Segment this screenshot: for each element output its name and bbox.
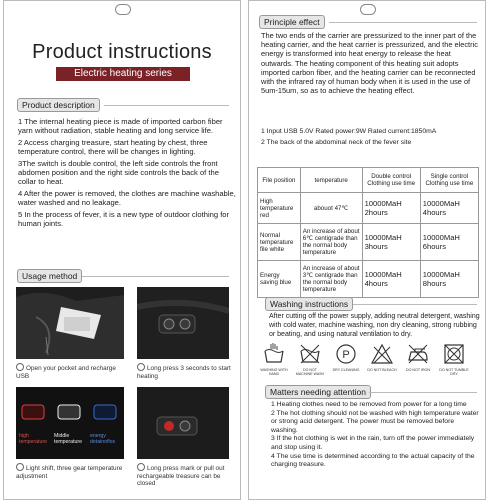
description-heading: Product description <box>17 98 100 112</box>
table-header: File position <box>258 168 301 193</box>
table-cell: abouot 47℃ <box>300 193 362 224</box>
no-bleach-icon <box>371 343 393 365</box>
table-header: Double control Clothing use time <box>362 168 420 193</box>
hang-hole <box>360 4 376 15</box>
usage-step-1: Open your pocket and recharge USB <box>16 365 116 380</box>
page-subtitle: Electric heating series <box>56 67 190 81</box>
step-bullet-icon <box>137 363 145 371</box>
table-row <box>258 224 479 261</box>
table-cell: Energy saving blue <box>258 261 301 298</box>
usage-heading: Usage method <box>17 269 82 283</box>
table-cell: 10000MaH 3hours <box>362 224 420 261</box>
description-item: 2 Access charging treasure, start heating by chest, three temperature control, there will be changes in lighting. <box>18 137 208 157</box>
wash-icon-label: WASHING WITH HAND <box>260 368 288 377</box>
principle-text: The two ends of the carrier are pressurized to the inner part of the heating carrier, and the heat carrier is pressurized, and the electric energy is transformed into heat energy to release the heat outwards. The heating component of this heating suit adopts imported carbon fiber, and the heating carrier can be reconnected with the infrared ray of human body when it is used in the use of 5um-15um, so as to achieve the heating effect. <box>261 31 478 96</box>
wash-icon-label: DO NOT IRON <box>406 368 430 372</box>
wash-icon-label: DRY CLEANING <box>332 368 360 372</box>
gear-label-energy: energy detainoflos <box>90 433 116 445</box>
divider <box>104 105 229 106</box>
power-button-photo <box>137 287 229 359</box>
table-cell: An increase of about 6℃ centigrade than the normal body temperature <box>300 224 362 261</box>
temperature-table <box>257 167 479 298</box>
wash-icon-label: DO NOT TUMBLE DRY <box>439 368 469 377</box>
page-title: Product instructions <box>32 41 212 63</box>
table-cell: 10000MaH 2hours <box>362 193 420 224</box>
left-instruction-card <box>3 0 241 500</box>
table-cell: High temperature red <box>258 193 301 224</box>
hang-hole <box>115 4 131 15</box>
usb-pocket-photo <box>16 287 124 359</box>
table-header: temperature <box>300 168 362 193</box>
table-header-row <box>258 168 479 193</box>
divider <box>82 276 229 277</box>
no-tumble-dry-icon <box>443 343 465 365</box>
table-cell: 10000MaH 6hours <box>420 224 478 261</box>
principle-heading: Principle effect <box>259 15 325 29</box>
matters-item: 4 The use time is determined according to the actual capacity of the charging treasure. <box>271 452 475 469</box>
divider <box>329 22 477 23</box>
table-cell: 10000MaH 4hours <box>362 261 420 298</box>
divider <box>353 304 477 305</box>
description-item: 3The switch is double control, the left side controls the front abdomen position and the right side controls the back of the collar to heat. <box>18 158 219 187</box>
matters-item: 1 Heating clothes need to be removed from power for a long time <box>271 401 467 408</box>
hand-wash-icon <box>263 343 285 365</box>
spec-fever-site: 2 The back of the abdominal neck of the fever site <box>261 139 412 146</box>
gear-label-high: high temperature <box>19 433 47 445</box>
description-list <box>18 117 238 228</box>
usage-step-4: Long press mark or pull out rechargeable treasure can be closed <box>137 465 225 488</box>
step-bullet-icon <box>137 463 145 471</box>
table-cell: 10000MaH 8hours <box>420 261 478 298</box>
matters-item: 2 The hot clothing should not be washed with high temperature water or strong acid detergent. The power must be removed before washing. <box>271 409 479 434</box>
spec-power: 1 Input USB 5.0V Rated power:9W Rated current:1850mA <box>261 128 437 135</box>
divider <box>369 392 477 393</box>
matters-item: 3 If the hot clothing is wet in the rain, turn off the power immediately and stop using it. <box>271 435 475 451</box>
turn-off-photo <box>137 387 229 459</box>
matters-heading: Matters needing attention <box>265 385 371 399</box>
no-iron-icon <box>407 343 429 365</box>
no-machine-wash-icon <box>299 343 321 365</box>
table-row <box>258 193 479 224</box>
gear-lights-photo <box>16 387 124 459</box>
wash-icon-label: DO NOT BLEACH <box>367 368 397 372</box>
table-cell: An increase of about 3℃ centigrade than the normal body temperature <box>300 261 362 298</box>
wash-icon-label: DO NOT MACHINE WASH <box>295 368 325 377</box>
table-header: Single control Clothing use time <box>420 168 478 193</box>
usage-step-2: Long press 3 seconds to start heating <box>137 365 231 380</box>
table-row <box>258 261 479 298</box>
gear-label-middle: Middle temperature <box>54 433 82 445</box>
description-item: 4 After the power is removed, the clothes are machine washable, water washed and no leakage. <box>18 188 236 208</box>
step-bullet-icon <box>16 363 24 371</box>
table-cell: 10000MaH 4hours <box>420 193 478 224</box>
table-cell: Normal temperature file white <box>258 224 301 261</box>
dry-clean-icon <box>335 343 357 365</box>
right-instruction-card <box>248 0 486 500</box>
washing-text: After cutting off the power supply, adding neutral detergent, washing with cold water, machine washing, non dry cleaning, strong rubbing or beating, and using natural ventilation to dry. <box>269 313 480 338</box>
svg-text:P: P <box>342 349 350 361</box>
step-bullet-icon <box>16 463 24 471</box>
usage-step-3: Light shift, three gear temperature adjustment <box>16 465 123 480</box>
description-item: 5 In the process of fever, it is a new type of outdoor clothing for human joints. <box>18 209 230 229</box>
description-item: 1 The internal heating piece is made of imported carbon fiber yarn without radiation, stable heating and long service life. <box>18 117 223 136</box>
matters-list <box>271 401 481 470</box>
washing-heading: Washing instructions <box>265 297 353 311</box>
